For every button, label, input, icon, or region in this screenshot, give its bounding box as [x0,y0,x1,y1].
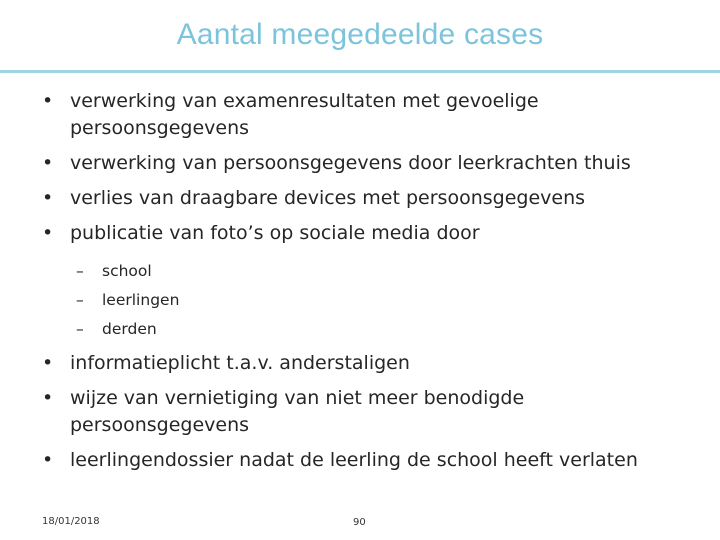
slide-content [0,88,720,482]
bullet-dot-icon: • [42,387,54,409]
bullet-text: verwerking van examenresultaten met gevoelige persoonsgegevens [70,90,539,139]
dash-icon: – [76,320,84,338]
bullet-text: verlies van draagbare devices met persoonsgegevens [70,187,586,209]
sub-bullet-item [0,257,720,286]
sub-bullet-item [0,286,720,315]
footer-date: 18/01/2018 [42,516,100,527]
dash-icon: – [76,291,84,309]
bullet-item [0,185,720,212]
sub-bullet-item [0,315,720,344]
bullet-dot-icon: • [42,449,54,471]
bullet-item [0,447,720,474]
bullet-item [0,350,720,377]
bullet-dot-icon: • [42,352,54,374]
bullet-text: informatieplicht t.a.v. anderstaligen [70,352,410,374]
bullet-item [0,385,720,439]
sub-bullet-text: school [102,262,152,280]
bullet-dot-icon: • [42,222,54,244]
dash-icon: – [76,262,84,280]
bullet-text: wijze van vernietiging van niet meer benodigde persoonsgegevens [70,387,525,436]
bullet-item [0,150,720,177]
bullet-dot-icon: • [42,187,54,209]
page-number: 90 [353,517,366,528]
sub-bullet-list [0,257,720,344]
bullet-text: verwerking van persoonsgegevens door leerkrachten thuis [70,152,631,174]
bullet-dot-icon: • [42,90,54,112]
bullet-item [0,220,720,247]
sub-bullet-text: leerlingen [102,291,180,309]
bullet-text: leerlingendossier nadat de leerling de school heeft verlaten [70,449,638,471]
bullet-item [0,88,720,142]
slide-title: Aantal meegedeelde cases [176,18,544,51]
title-divider [0,70,720,73]
sub-bullet-text: derden [102,320,157,338]
bullet-text: publicatie van foto’s op sociale media door [70,222,480,244]
bullet-dot-icon: • [42,152,54,174]
